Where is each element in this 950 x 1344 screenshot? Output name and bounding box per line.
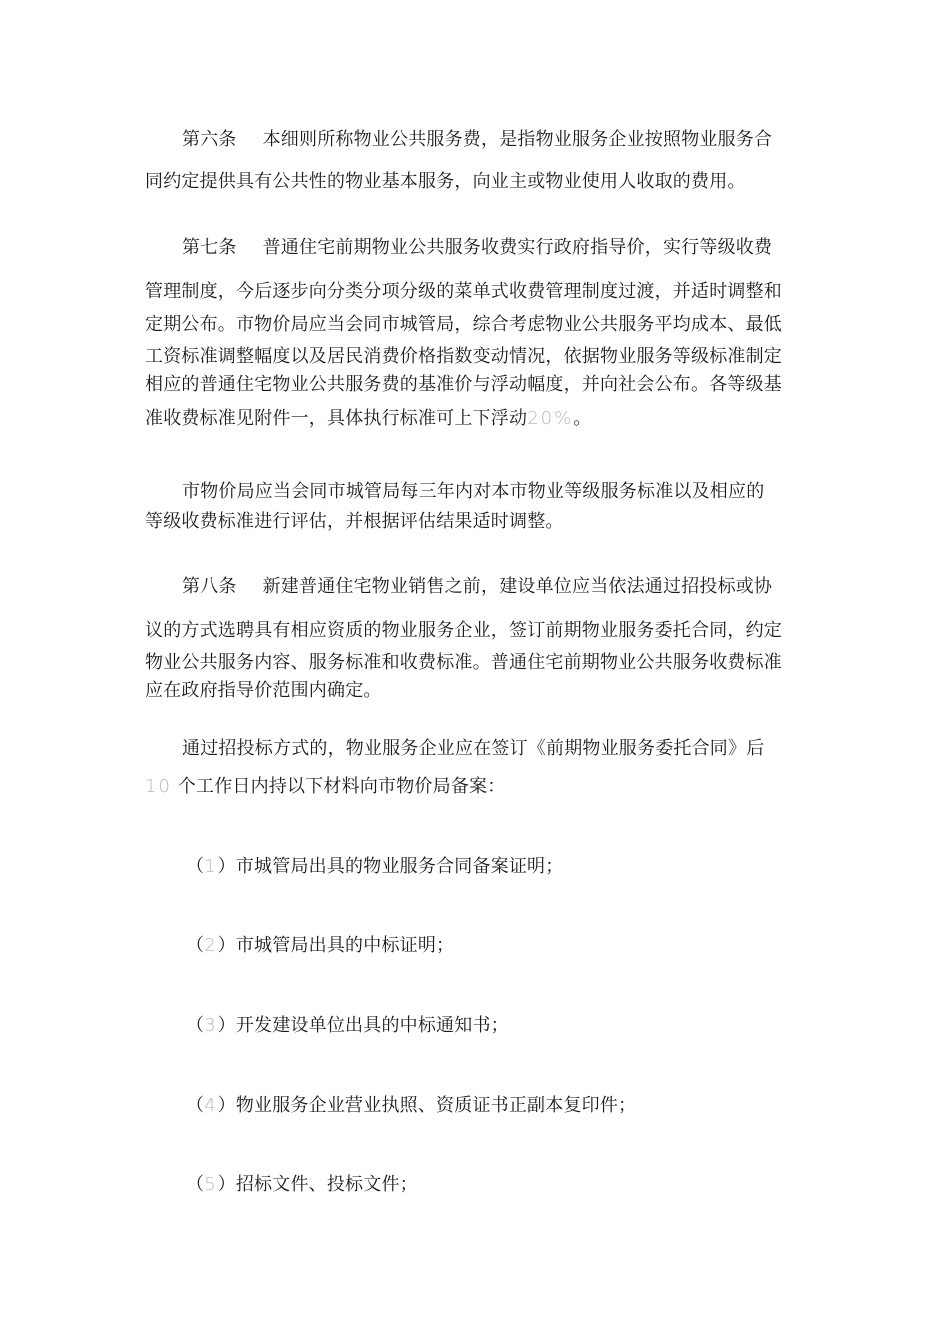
article-8-label: 第八条 [182,576,237,597]
list-item: （1）市城管局出具的物业服务合同备案证明； [186,856,564,877]
article-7-line-4: 工资标准调整幅度以及居民消费价格指数变动情况，依据物业服务等级标准制定 [145,346,782,367]
article-8-para-2-line-1: 通过招投标方式的，物业服务企业应在签订《前期物业服务委托合同》后 [182,738,765,759]
article-8-para-2-line-2 [145,775,505,799]
article-6-line-1 [182,128,772,152]
list-item: （3）开发建设单位出具的中标通知书； [186,1015,509,1036]
article-7-label: 第七条 [182,237,237,258]
article-7-para-2-line-1: 市物价局应当会同市城管局每三年内对本市物业等级服务标准以及相应的 [182,481,765,502]
article-6-label: 第六条 [182,129,237,150]
article-7-line-1 [182,236,772,260]
article-6-line-2: 同约定提供具有公共性的物业基本服务，向业主或物业使用人收取的费用。 [145,171,746,192]
article-7-text-6: 准收费标准见附件一，具体执行标准可上下浮动 [145,408,528,429]
article-8-line-3: 物业公共服务内容、服务标准和收费标准。普通住宅前期物业公共服务收费标准 [145,652,782,673]
workday-count: 10 [145,776,172,797]
article-7-line-2: 管理制度，今后逐步向分类分项分级的菜单式收费管理制度过渡，并适时调整和 [145,281,782,302]
article-7-line-3: 定期公布。市物价局应当会同市城管局，综合考虑物业公共服务平均成本、最低 [145,314,782,335]
float-percent: 20% [527,408,574,429]
article-8-text-1: 新建普通住宅物业销售之前，建设单位应当依法通过招投标或协 [262,576,773,597]
article-7-para-2-line-2: 等级收费标准进行评估，并根据评估结果适时调整。 [145,511,564,532]
article-7-line-5: 相应的普通住宅物业公共服务费的基准价与浮动幅度，并向社会公布。各等级基 [145,374,782,395]
article-6-text-1: 本细则所称物业公共服务费，是指物业服务企业按照物业服务合 [262,129,773,150]
article-8-line-4: 应在政府指导价范围内确定。 [145,680,382,701]
list-item: （5）招标文件、投标文件； [186,1174,418,1195]
article-7-text-1: 普通住宅前期物业公共服务收费实行政府指导价，实行等级收费 [262,237,773,258]
list-item: （4）物业服务企业营业执照、资质证书正副本复印件； [186,1095,637,1116]
article-8-line-2: 议的方式选聘具有相应资质的物业服务企业，签订前期物业服务委托合同，约定 [145,620,782,641]
article-8-line-1 [182,575,772,599]
article-7-line-6: 准收费标准见附件一，具体执行标准可上下浮动20%。 [145,408,592,429]
list-item: （2）市城管局出具的中标证明； [186,935,455,956]
article-8-para-2-text-2: 个工作日内持以下材料向市物价局备案： [177,776,506,797]
